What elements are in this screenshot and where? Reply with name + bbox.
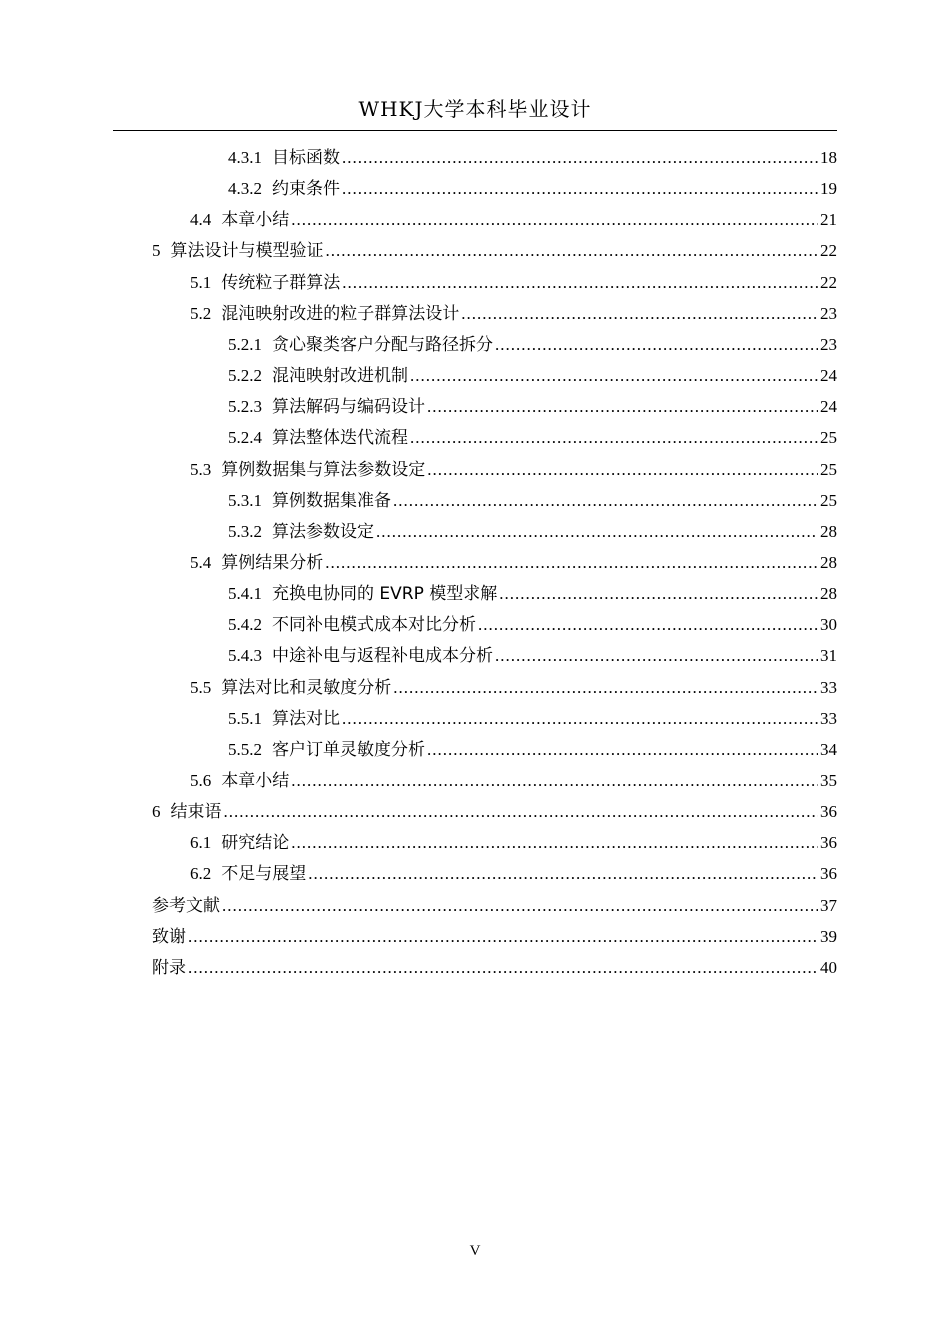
toc-entry-number: 5.1: [190, 273, 212, 292]
toc-entry-title: 算例数据集准备: [272, 491, 391, 511]
toc-dot-leader: [376, 521, 818, 543]
toc-entry-page: 25: [820, 428, 837, 447]
toc-entry[interactable]: [152, 240, 837, 262]
toc-entry-title: 参考文献: [152, 896, 220, 916]
toc-entry[interactable]: [228, 490, 837, 512]
toc-dot-leader: [291, 209, 818, 231]
toc-entry-page: 31: [820, 646, 837, 665]
toc-entry[interactable]: [190, 209, 837, 231]
toc-dot-leader: [342, 272, 818, 294]
toc-dot-leader: [393, 677, 818, 699]
toc-entry-page: 36: [820, 864, 837, 883]
toc-entry[interactable]: [228, 147, 837, 169]
toc-entry[interactable]: [228, 178, 837, 200]
toc-entry-number: 5.2.2: [228, 366, 262, 385]
toc-entry-title: 混沌映射改进的粒子群算法设计: [221, 304, 460, 324]
toc-dot-leader: [342, 708, 818, 730]
toc-entry-number: 5.5.1: [228, 709, 262, 728]
toc-entry-number: 5.2.3: [228, 397, 262, 416]
toc-entry-number: 5.4.1: [228, 584, 262, 603]
toc-entry[interactable]: [228, 739, 837, 761]
toc-dot-leader: [188, 957, 818, 979]
toc-entry-title: 不同补电模式成本对比分析: [272, 615, 476, 635]
toc-entry-number: 5.5.2: [228, 740, 262, 759]
toc-entry-page: 22: [820, 241, 837, 260]
toc-dot-leader: [461, 303, 818, 325]
toc-entry-title: 研究结论: [221, 833, 290, 853]
toc-entry-title: 算法设计与模型验证: [170, 241, 324, 261]
toc-entry-title: 本章小结: [221, 210, 290, 230]
toc-dot-leader: [342, 147, 818, 169]
toc-entry-number: 5.4.2: [228, 615, 262, 634]
toc-entry-number: 5.6: [190, 771, 212, 790]
toc-entry-page: 25: [820, 491, 837, 510]
toc-entry[interactable]: [228, 521, 837, 543]
toc-entry-title: 致谢: [152, 927, 186, 947]
toc-entry-page: 37: [820, 896, 837, 915]
toc-entry-number: 5.2: [190, 304, 212, 323]
toc-entry-title: 算法对比和灵敏度分析: [221, 678, 392, 698]
page-header-title: WHKJ大学本科毕业设计: [358, 97, 592, 121]
toc-dot-leader: [393, 490, 818, 512]
toc-entry-number: 6: [152, 802, 161, 821]
toc-dot-leader: [222, 895, 818, 917]
toc-entry-title: 不足与展望: [221, 864, 307, 884]
toc-entry-number: 5.3.2: [228, 522, 262, 541]
toc-entry[interactable]: [190, 552, 837, 574]
toc-entry[interactable]: [152, 926, 837, 948]
toc-entry[interactable]: [190, 863, 837, 885]
toc-entry[interactable]: [228, 334, 837, 356]
toc-entry-title: 算法整体迭代流程: [272, 428, 408, 448]
toc-entry-title: 算法解码与编码设计: [272, 397, 425, 417]
header-divider: [113, 130, 837, 131]
toc-entry-title: 本章小结: [221, 771, 290, 791]
toc-dot-leader: [342, 178, 818, 200]
toc-dot-leader: [325, 552, 818, 574]
toc-entry-title: 客户订单灵敏度分析: [272, 740, 425, 760]
toc-entry-page: 21: [820, 210, 837, 229]
toc-entry-page: 24: [820, 366, 837, 385]
toc-dot-leader: [326, 240, 819, 262]
toc-entry-title: 附录: [152, 958, 186, 978]
toc-entry[interactable]: [228, 708, 837, 730]
toc-entry[interactable]: [152, 957, 837, 979]
toc-entry-page: 28: [820, 584, 837, 603]
toc-entry[interactable]: [190, 303, 837, 325]
toc-entry-page: 33: [820, 709, 837, 728]
toc-entry-title: 算法参数设定: [272, 522, 374, 542]
toc-dot-leader: [410, 427, 818, 449]
toc-entry[interactable]: [228, 365, 837, 387]
toc-entry-page: 35: [820, 771, 837, 790]
toc-entry-page: 40: [820, 958, 837, 977]
toc-dot-leader: [291, 832, 818, 854]
toc-entry-page: 39: [820, 927, 837, 946]
toc-dot-leader: [291, 770, 818, 792]
toc-dot-leader: [478, 614, 818, 636]
toc-entry-title: 贪心聚类客户分配与路径拆分: [272, 335, 493, 355]
toc-entry-page: 19: [820, 179, 837, 198]
toc-entry-number: 6.2: [190, 864, 212, 883]
toc-entry-number: 4.3.2: [228, 179, 262, 198]
toc-entry[interactable]: [190, 677, 837, 699]
toc-entry-number: 5.4: [190, 553, 212, 572]
toc-entry-title: 中途补电与返程补电成本分析: [272, 646, 493, 666]
toc-entry-page: 23: [820, 304, 837, 323]
toc-entry[interactable]: [228, 645, 837, 667]
toc-entry-number: 5.2.1: [228, 335, 262, 354]
toc-entry-number: 6.1: [190, 833, 212, 852]
toc-entry-page: 34: [820, 740, 837, 759]
toc-entry-page: 30: [820, 615, 837, 634]
toc-entry-page: 28: [820, 553, 837, 572]
toc-entry-page: 36: [820, 802, 837, 821]
toc-entry-number: 5.4.3: [228, 646, 262, 665]
toc-entry-number: 5.5: [190, 678, 212, 697]
toc-entry-page: 23: [820, 335, 837, 354]
toc-entry[interactable]: [190, 459, 837, 481]
toc-dot-leader: [427, 739, 818, 761]
toc-entry-title: 算例结果分析: [221, 553, 324, 573]
toc-dot-leader: [224, 801, 819, 823]
toc-entry-page: 33: [820, 678, 837, 697]
toc-entry-title: 充换电协同的 EVRP 模型求解: [272, 584, 498, 604]
toc-entry-number: 5.3: [190, 460, 212, 479]
toc-entry-number: 5.3.1: [228, 491, 262, 510]
toc-entry[interactable]: [228, 614, 837, 636]
toc-entry[interactable]: [152, 895, 837, 917]
toc-entry-title: 目标函数: [272, 148, 340, 168]
toc-entry-title: 结束语: [170, 802, 222, 822]
page-number: V: [469, 1243, 481, 1259]
toc-entry-title: 算例数据集与算法参数设定: [221, 460, 426, 480]
toc-entry[interactable]: [228, 427, 837, 449]
toc-entry-page: 28: [820, 522, 837, 541]
toc-entry-number: 5: [152, 241, 161, 260]
toc-entry-title: 算法对比: [272, 709, 340, 729]
toc-entry-page: 24: [820, 397, 837, 416]
toc-dot-leader: [188, 926, 818, 948]
toc-entry[interactable]: [228, 396, 837, 418]
toc-entry-page: 25: [820, 460, 837, 479]
toc-dot-leader: [495, 334, 818, 356]
toc-entry[interactable]: [190, 770, 837, 792]
toc-entry-page: 18: [820, 148, 837, 167]
toc-entry-number: 4.3.1: [228, 148, 262, 167]
toc-entry-page: 22: [820, 273, 837, 292]
toc-dot-leader: [308, 863, 818, 885]
toc-entry[interactable]: [190, 832, 837, 854]
toc-dot-leader: [410, 365, 818, 387]
toc-dot-leader: [427, 459, 818, 481]
toc-dot-leader: [427, 396, 818, 418]
toc-entry[interactable]: [228, 583, 837, 605]
toc-entry-title: 约束条件: [272, 179, 340, 199]
toc-entry-number: 5.2.4: [228, 428, 262, 447]
toc-entry-page: 36: [820, 833, 837, 852]
toc-entry[interactable]: [190, 272, 837, 294]
toc-entry[interactable]: [152, 801, 837, 823]
toc-entry-title: 传统粒子群算法: [221, 273, 341, 293]
toc-entry-number: 4.4: [190, 210, 212, 229]
toc-dot-leader: [499, 583, 818, 605]
toc-entry-title: 混沌映射改进机制: [272, 366, 408, 386]
toc-dot-leader: [495, 645, 818, 667]
